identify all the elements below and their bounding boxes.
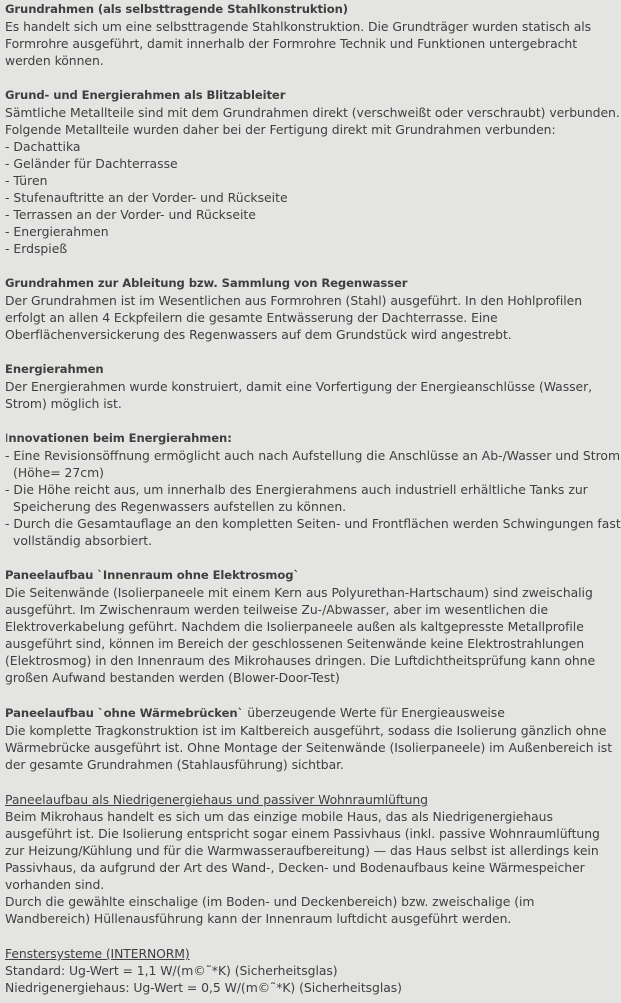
list-item: - Dachattika — [5, 139, 81, 154]
section-niedrigenergiehaus — [5, 791, 621, 927]
section-heading: Fenstersysteme (INTERNORM) — [5, 946, 190, 961]
section-body: Der Grundrahmen ist im Wesentlichen aus Formrohren (Stahl) ausgeführt. In den Hohlprofilen erfolgt an allen 4 Eckpfeilern die gesamte Entwässerung der Dachterrasse. Eine Oberflächenversickerung des Regenwassers auf dem Grundstück wird angestrebt. — [5, 293, 583, 342]
section-heading — [5, 704, 621, 722]
section-energierahmen — [5, 361, 621, 412]
section-body: Die Seitenwände (Isolierpaneele mit einem Kern aus Polyurethan-Hartschaum) sind zweischalig ausgeführt. Im Zwischenraum werden teilweise Zu-/Abwasser, aber im wesentlichen die Elektroverkabelung geführt. Nachdem die Isolierpaneele außen als kaltgepresste Metallprofile ausgeführt sind, können im Bereich der geschlossenen Seitenwände keine Elektrostrahlungen (Elektrosmog) in den Innenraum des Mikrohauses dringen. Die Luftdichtheitsprüfung kann ohne großen Aufwand bestanden werden (Blower-Door-Test) — [5, 585, 596, 685]
section-heading: Grundrahmen (als selbsttragende Stahlkonstruktion) — [5, 2, 348, 16]
section-blitzableiter — [5, 87, 621, 257]
window-low-energy-line: Niedrigenergiehaus: Ug-Wert = 0,5 W/(m©˜*K) (Sicherheitsglas) — [5, 980, 402, 995]
section-heading: Paneelaufbau `Innenraum ohne Elektrosmog` — [5, 568, 300, 582]
list-item: - Erdspieß — [5, 241, 68, 256]
list-item: - Stufenauftritte an der Vorder- und Rückseite — [5, 190, 288, 205]
heading-tail: überzeugende Werte für Energieausweise — [243, 705, 505, 720]
section-body: Der Energierahmen wurde konstruiert, damit eine Vorfertigung der Energieanschlüsse (Wasser, Strom) möglich ist. — [5, 379, 593, 411]
section-heading — [5, 430, 621, 447]
list-item: - Durch die Gesamtauflage an den kompletten Seiten- und Frontflächen werden Schwingungen fast vollständig absorbiert. — [5, 516, 621, 548]
heading-initial: I — [5, 431, 9, 445]
heading-text: nnovationen beim Energierahmen: — [8, 431, 232, 445]
section-waermebruecken — [5, 704, 621, 773]
section-body: Beim Mikrohaus handelt es sich um das einzige mobile Haus, das als Niedrigenergiehaus ausgeführt ist. Die Isolierung entspricht sogar einem Passivhaus (inkl. passive Wohnraumlüftung zur Heizung/Kühlung und für die Warmwasseraufbereitung) — das Haus selbst ist allerdings kein Passivhaus, da aufgrund der Art des Wand-, Decken- und Bodenaufbaus keine Wärmespeicher vorhanden sind. — [5, 809, 600, 892]
section-body: Sämtliche Metallteile sind mit dem Grundrahmen direkt (verschweißt oder verschraubt) verbunden. — [5, 105, 620, 120]
section-fenstersysteme — [5, 945, 621, 996]
section-body: Es handelt sich um eine selbsttragende Stahlkonstruktion. Die Grundträger wurden statisch als Formrohre ausgeführt, damit innerhalb der Formrohre Technik und Funktionen untergebracht werden können. — [5, 19, 592, 68]
section-heading: Paneelaufbau als Niedrigenergiehaus und passiver Wohnraumlüftung — [5, 792, 428, 807]
list-item: - Die Höhe reicht aus, um innerhalb des Energierahmens auch industriell erhältliche Tanks zur Speicherung des Regenwassers aufstellen zu können. — [5, 482, 588, 514]
window-standard-line: Standard: Ug-Wert = 1,1 W/(m©˜*K) (Sicherheitsglas) — [5, 963, 338, 978]
metal-parts-list — [5, 138, 621, 257]
section-body-2: Durch die gewählte einschalige (im Boden- und Deckenbereich) bzw. zweischalige (im Wandbereich) Hüllenausführung kann der Innenraum luftdicht ausgeführt werden. — [5, 894, 535, 926]
heading-bold: Paneelaufbau `ohne Wärmebrücken` — [5, 706, 244, 720]
list-item: - Terrassen an der Vorder- und Rückseite — [5, 207, 256, 222]
section-innovationen — [5, 430, 621, 549]
section-body-2: Folgende Metallteile wurden daher bei der Fertigung direkt mit Grundrahmen verbunden: — [5, 122, 556, 137]
section-heading: Grund- und Energierahmen als Blitzableiter — [5, 88, 286, 102]
section-heading: Energierahmen — [5, 362, 104, 376]
section-elektrosmog — [5, 567, 621, 686]
section-regenwasser — [5, 275, 621, 343]
list-item: - Türen — [5, 173, 48, 188]
section-body: Die komplette Tragkonstruktion ist im Kaltbereich ausgeführt, sodass die Isolierung gänzlich ohne Wärmebrücke ausgeführt ist. Ohne Montage der Seitenwände (Isolierpaneele) im Außenbereich ist der gesamte Grundrahmen (Stahlausführung) sichtbar. — [5, 723, 613, 772]
section-heading: Grundrahmen zur Ableitung bzw. Sammlung von Regenwasser — [5, 276, 408, 290]
section-grundrahmen — [5, 1, 621, 69]
list-item: - Energierahmen — [5, 224, 109, 239]
list-item: - Geländer für Dachterrasse — [5, 156, 178, 171]
list-item: - Eine Revisionsöffnung ermöglicht auch nach Aufstellung die Anschlüsse an Ab-/Wasser und Strom (Höhe= 27cm) — [5, 448, 621, 480]
innovations-list — [5, 447, 621, 549]
